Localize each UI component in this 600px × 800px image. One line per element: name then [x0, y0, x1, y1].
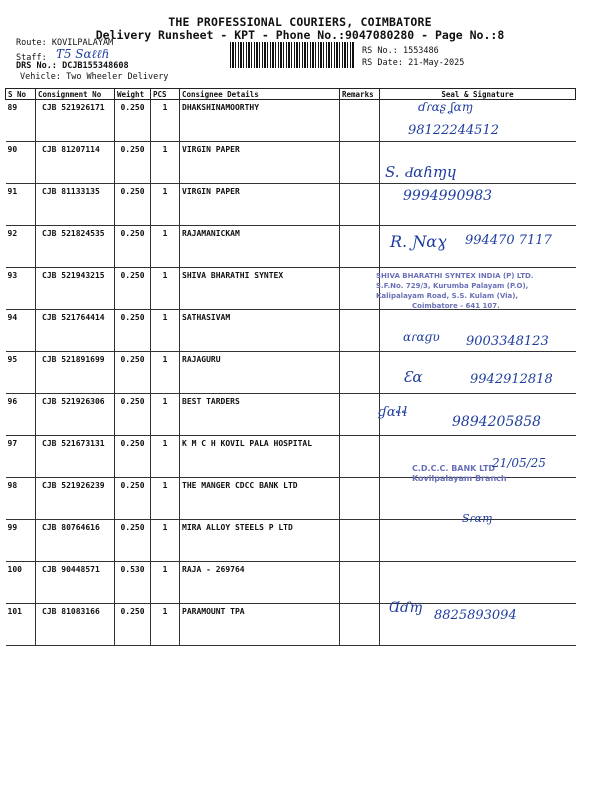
row-weight: 0.250 [115, 268, 151, 310]
stamp-93-name: SHIVA BHARATHI SYNTEX INDIA (P) LTD. [376, 272, 534, 280]
table-row [6, 142, 576, 184]
row-seal-signature [380, 562, 576, 604]
stamp-93-line2: Kalipalayam Road, S.S. Kulam (Via), [376, 292, 519, 300]
row-sno: 90 [6, 142, 36, 184]
signature-91: S. Ԁɑɦɱɥ [385, 163, 457, 181]
signature-92: R. Ɲαɣ [390, 232, 447, 251]
row-weight: 0.250 [115, 226, 151, 268]
phone-101: 8825893094 [434, 608, 517, 623]
staff-signature: Ƭ5 Sɑℓℓɦ [55, 47, 110, 61]
col-pcs: PCS [151, 89, 180, 100]
row-consignment: CJB 521926306 [36, 394, 115, 436]
row-remarks [340, 100, 380, 142]
row-consignee: K M C H KOVIL PALA HOSPITAL [180, 436, 340, 478]
row-sno: 89 [6, 100, 36, 142]
rs-date-value: 21-May-2025 [408, 58, 465, 68]
phone-91: 9994990983 [403, 188, 493, 204]
table-row [6, 520, 576, 562]
row-pcs: 1 [151, 142, 180, 184]
row-pcs: 1 [151, 562, 180, 604]
row-sno: 98 [6, 478, 36, 520]
row-sno: 97 [6, 436, 36, 478]
rs-label: RS No.: [362, 46, 398, 56]
col-remarks: Remarks [340, 89, 380, 100]
drs-label: DRS No.: [16, 61, 57, 71]
row-pcs: 1 [151, 184, 180, 226]
signature-99: Sɾɑɱ [462, 512, 493, 525]
row-consignee: SATHASIVAM [180, 310, 340, 352]
row-weight: 0.250 [115, 604, 151, 646]
date-98: 21/05/25 [492, 456, 546, 470]
row-weight: 0.250 [115, 478, 151, 520]
row-consignment: CJB 90448571 [36, 562, 115, 604]
row-pcs: 1 [151, 478, 180, 520]
col-consignment: Consignment No [36, 89, 115, 100]
row-consignee: VIRGIN PAPER [180, 184, 340, 226]
col-sno: S No [6, 89, 36, 100]
col-consignee: Consignee Details [180, 89, 340, 100]
row-sno: 95 [6, 352, 36, 394]
table-row [6, 562, 576, 604]
stamp-93 [376, 271, 533, 311]
row-consignment: CJB 521824535 [36, 226, 115, 268]
signature-97: ɠɑɬɬ [378, 405, 408, 420]
row-consignee: PARAMOUNT TPA [180, 604, 340, 646]
row-pcs: 1 [151, 268, 180, 310]
row-weight: 0.250 [115, 184, 151, 226]
stamp-98-branch: Kovilpalayam Branch [412, 474, 507, 483]
row-consignee: RAJAMANICKAM [180, 226, 340, 268]
row-weight: 0.250 [115, 352, 151, 394]
staff-label: Staff: [16, 53, 47, 63]
row-consignee: BEST TARDERS [180, 394, 340, 436]
company-title: THE PROFESSIONAL COURIERS, COIMBATORE [168, 15, 432, 29]
stamp-98-name: C.D.C.C. BANK LTD [412, 464, 496, 473]
row-sno: 99 [6, 520, 36, 562]
row-consignment: CJB 81083166 [36, 604, 115, 646]
row-pcs: 1 [151, 604, 180, 646]
col-seal-signature: Seal & Signature [380, 89, 576, 100]
rs-date-label: RS Date: [362, 58, 403, 68]
drs-value: DCJB155348608 [62, 61, 129, 71]
row-sno: 100 [6, 562, 36, 604]
row-pcs: 1 [151, 436, 180, 478]
row-sno: 91 [6, 184, 36, 226]
row-remarks [340, 184, 380, 226]
row-sno: 93 [6, 268, 36, 310]
row-weight: 0.250 [115, 142, 151, 184]
row-remarks [340, 604, 380, 646]
row-consignment: CJB 81133135 [36, 184, 115, 226]
vehicle-info [20, 72, 168, 82]
runsheet-table [5, 88, 576, 646]
rs-value: 1553486 [402, 46, 439, 56]
signature-101: Ɑɗɱ [389, 600, 423, 616]
barcode [230, 42, 355, 68]
row-consignment: CJB 81207114 [36, 142, 115, 184]
row-weight: 0.250 [115, 520, 151, 562]
row-weight: 0.250 [115, 100, 151, 142]
row-weight: 0.250 [115, 310, 151, 352]
row-remarks [340, 226, 380, 268]
runsheet-subtitle: Delivery Runsheet - KPT - Phone No.:9047080280 - Page No.:8 [95, 28, 505, 42]
row-remarks [340, 310, 380, 352]
row-pcs: 1 [151, 226, 180, 268]
drs-info [16, 61, 129, 71]
signature-95: ɑɾɑɡυ [403, 330, 440, 344]
vehicle-label: Vehicle: [20, 72, 61, 82]
signature-96: Ԑɑ [403, 368, 423, 386]
stamp-93-line3: Coimbatore - 641 107. [412, 302, 500, 310]
rs-date [362, 58, 464, 68]
row-weight: 0.530 [115, 562, 151, 604]
row-remarks [340, 268, 380, 310]
vehicle-value: Two Wheeler Delivery [66, 72, 169, 82]
row-pcs: 1 [151, 310, 180, 352]
route-label: Route: [16, 38, 47, 48]
row-sno: 96 [6, 394, 36, 436]
phone-96: 9942912818 [470, 372, 553, 387]
row-consignee: THE MANGER CDCC BANK LTD [180, 478, 340, 520]
row-weight: 0.250 [115, 436, 151, 478]
route-value: KOVILPALAYAM [51, 38, 114, 48]
row-consignment: CJB 521943215 [36, 268, 115, 310]
row-consignment: CJB 521891699 [36, 352, 115, 394]
row-consignment: CJB 521926171 [36, 100, 115, 142]
row-consignee: VIRGIN PAPER [180, 142, 340, 184]
row-seal-signature [380, 520, 576, 562]
row-consignment: CJB 521673131 [36, 436, 115, 478]
phone-97: 9894205858 [452, 414, 542, 430]
row-pcs: 1 [151, 352, 180, 394]
phone-95: 9003348123 [466, 334, 549, 349]
row-remarks [340, 478, 380, 520]
row-consignee: MIRA ALLOY STEELS P LTD [180, 520, 340, 562]
row-remarks [340, 394, 380, 436]
row-consignee: RAJA - 269764 [180, 562, 340, 604]
col-weight: Weight [115, 89, 151, 100]
signature-89: ɗɾɑʂ ʆɑɱ [418, 100, 474, 114]
row-consignee: SHIVA BHARATHI SYNTEX [180, 268, 340, 310]
phone-89: 98122244512 [408, 123, 499, 138]
row-consignment: CJB 521764414 [36, 310, 115, 352]
row-remarks [340, 562, 380, 604]
row-pcs: 1 [151, 394, 180, 436]
row-weight: 0.250 [115, 394, 151, 436]
row-pcs: 1 [151, 520, 180, 562]
stamp-93-line1: S.F.No. 729/3, Kurumba Palayam (P.O), [376, 282, 529, 290]
phone-92: 994470 7117 [465, 233, 552, 248]
row-consignee: RAJAGURU [180, 352, 340, 394]
row-remarks [340, 352, 380, 394]
row-consignment: CJB 521926239 [36, 478, 115, 520]
row-pcs: 1 [151, 100, 180, 142]
table-header-row [6, 89, 576, 100]
row-sno: 92 [6, 226, 36, 268]
row-consignee: DHAKSHINAMOORTHY [180, 100, 340, 142]
row-remarks [340, 520, 380, 562]
row-consignment: CJB 80764616 [36, 520, 115, 562]
row-sno: 101 [6, 604, 36, 646]
row-remarks [340, 142, 380, 184]
row-sno: 94 [6, 310, 36, 352]
row-remarks [340, 436, 380, 478]
rs-number [362, 46, 439, 56]
